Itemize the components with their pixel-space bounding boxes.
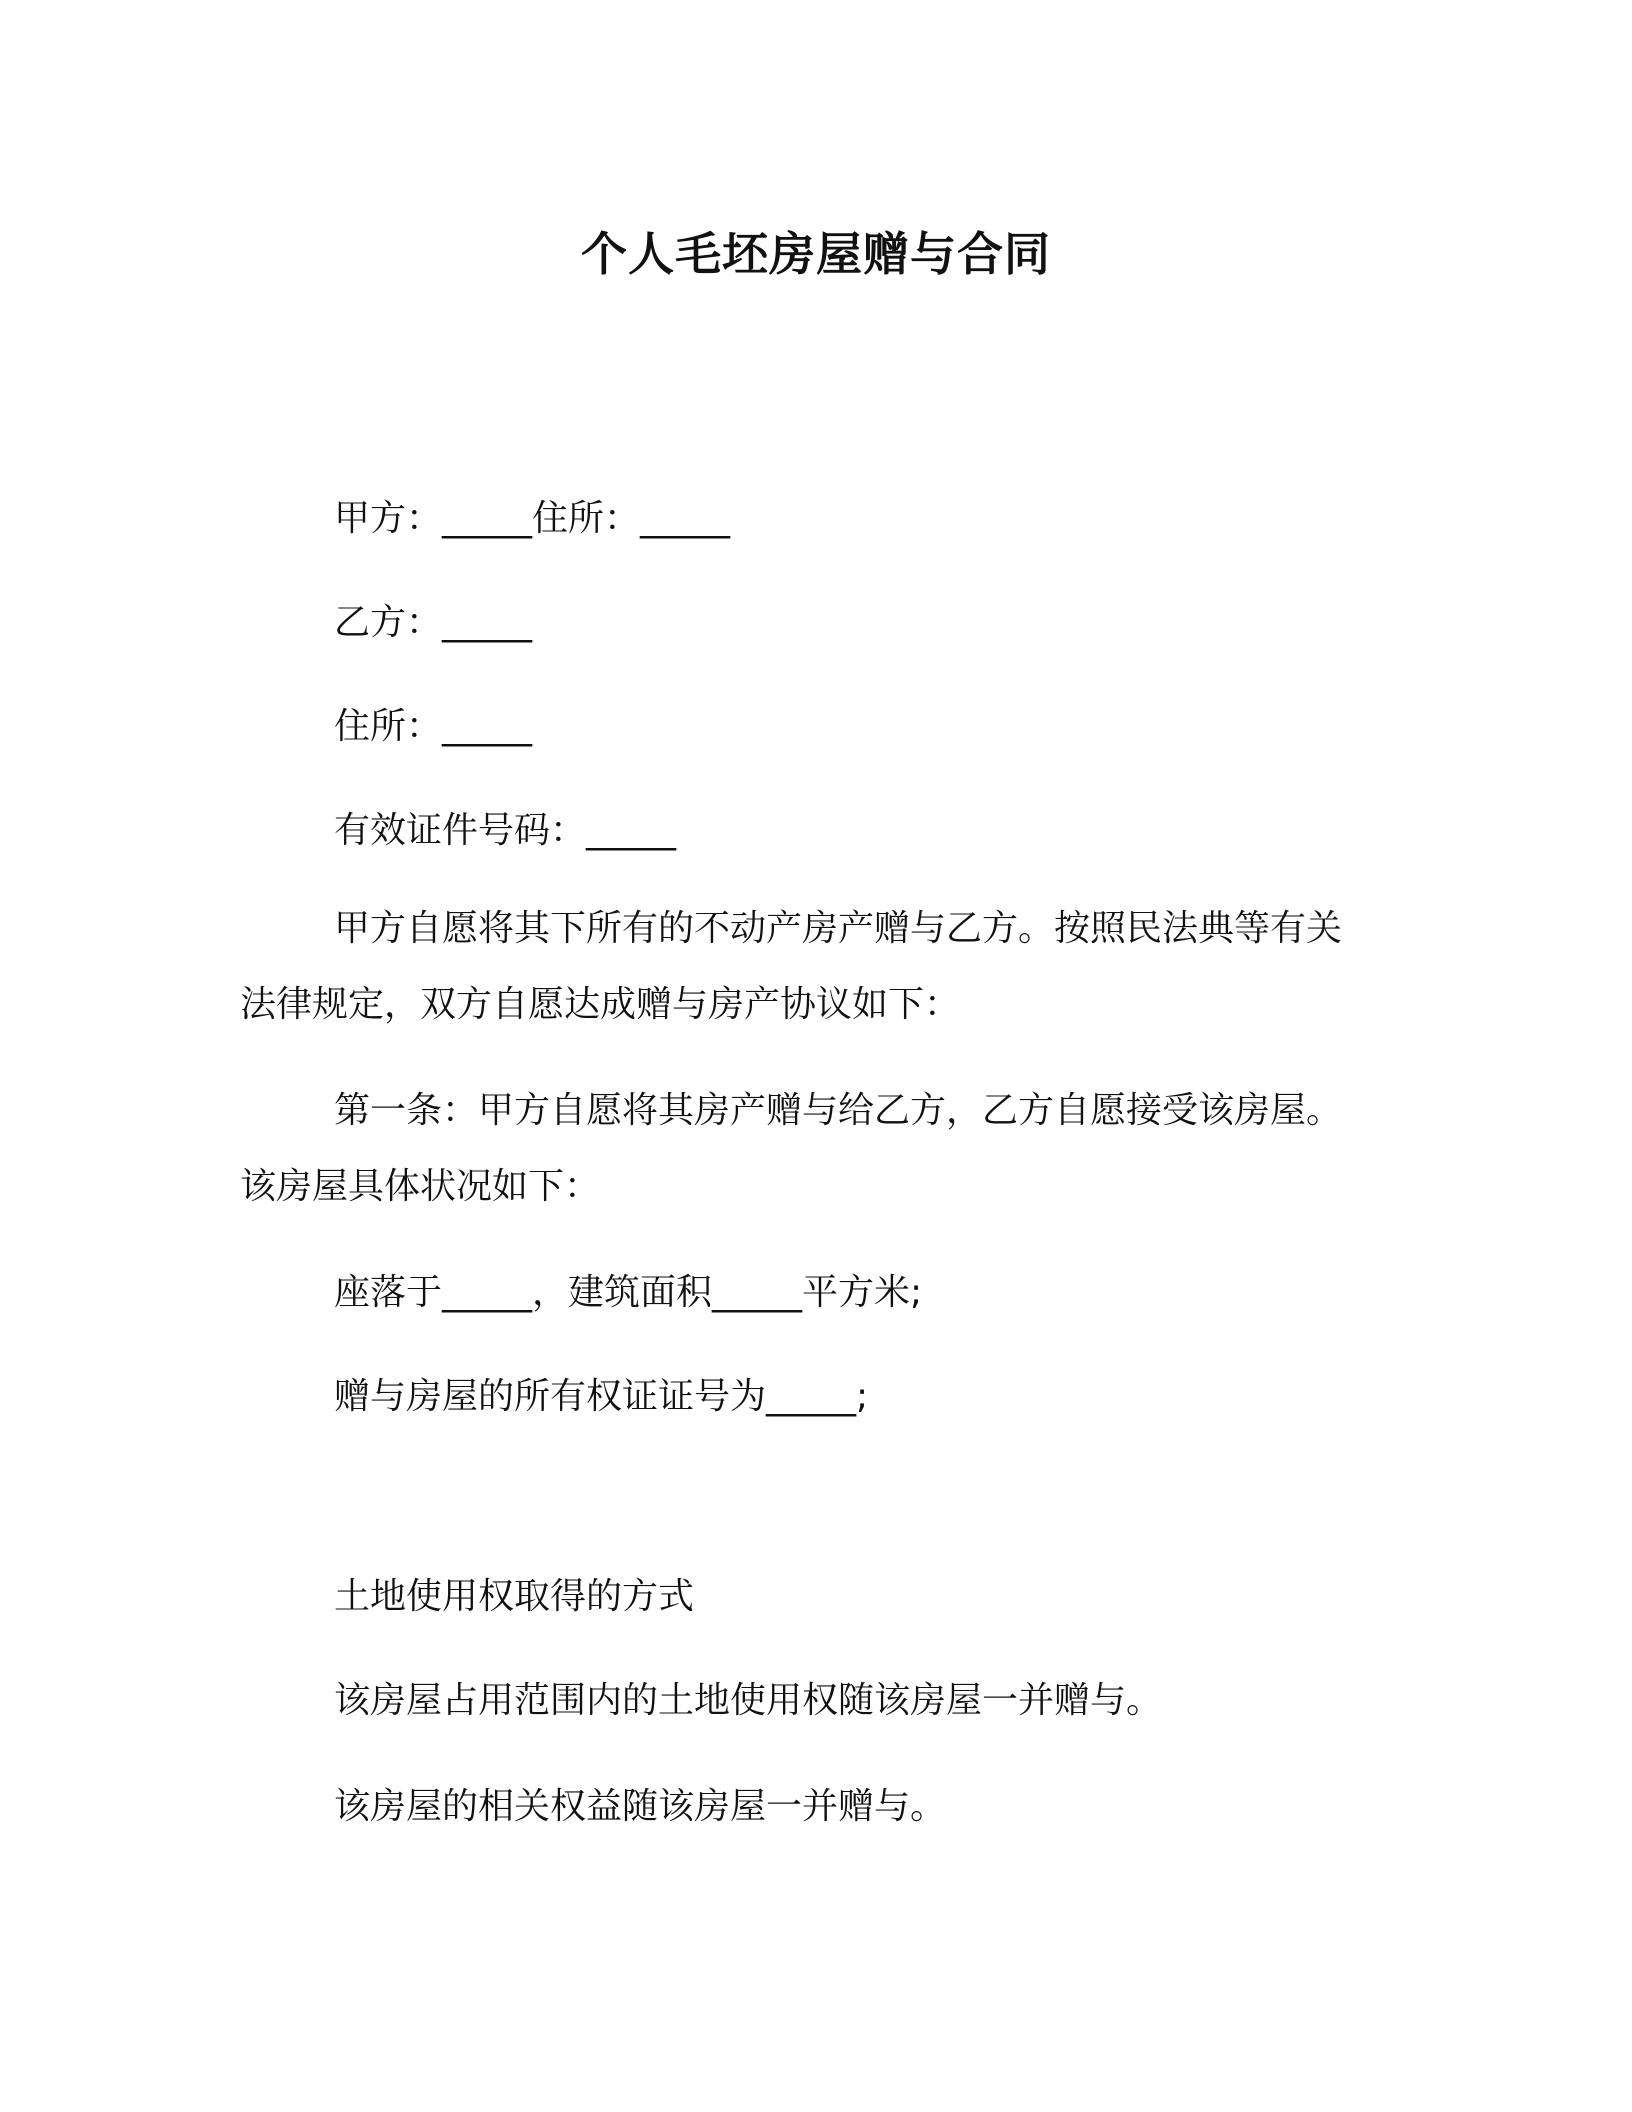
location-line: 座落于_____，建筑面积_____平方米; xyxy=(334,1272,923,1313)
id-number-line: 有效证件号码：_____ xyxy=(334,810,677,851)
intro-paragraph-line-2: 法律规定，双方自愿达成赠与房产协议如下： xyxy=(240,984,961,1025)
related-rights-text: 该房屋的相关权益随该房屋一并赠与。 xyxy=(334,1786,947,1827)
document-title: 个人毛坯房屋赠与合同 xyxy=(581,227,1051,281)
address-line: 住所：_____ xyxy=(334,706,533,747)
land-right-heading: 土地使用权取得的方式 xyxy=(334,1576,695,1617)
land-right-text: 该房屋占用范围内的土地使用权随该房屋一并赠与。 xyxy=(334,1680,1163,1721)
article-1-line-1: 第一条：甲方自愿将其房产赠与给乙方，乙方自愿接受该房屋。 xyxy=(334,1090,1343,1131)
party-a-line: 甲方：_____住所：_____ xyxy=(334,498,731,539)
intro-paragraph-line-1: 甲方自愿将其下所有的不动产房产赠与乙方。按照民法典等有关 xyxy=(334,908,1343,949)
certificate-line: 赠与房屋的所有权证证号为_____; xyxy=(334,1376,869,1417)
party-b-line: 乙方：_____ xyxy=(334,602,533,643)
article-1-line-2: 该房屋具体状况如下： xyxy=(240,1166,601,1207)
